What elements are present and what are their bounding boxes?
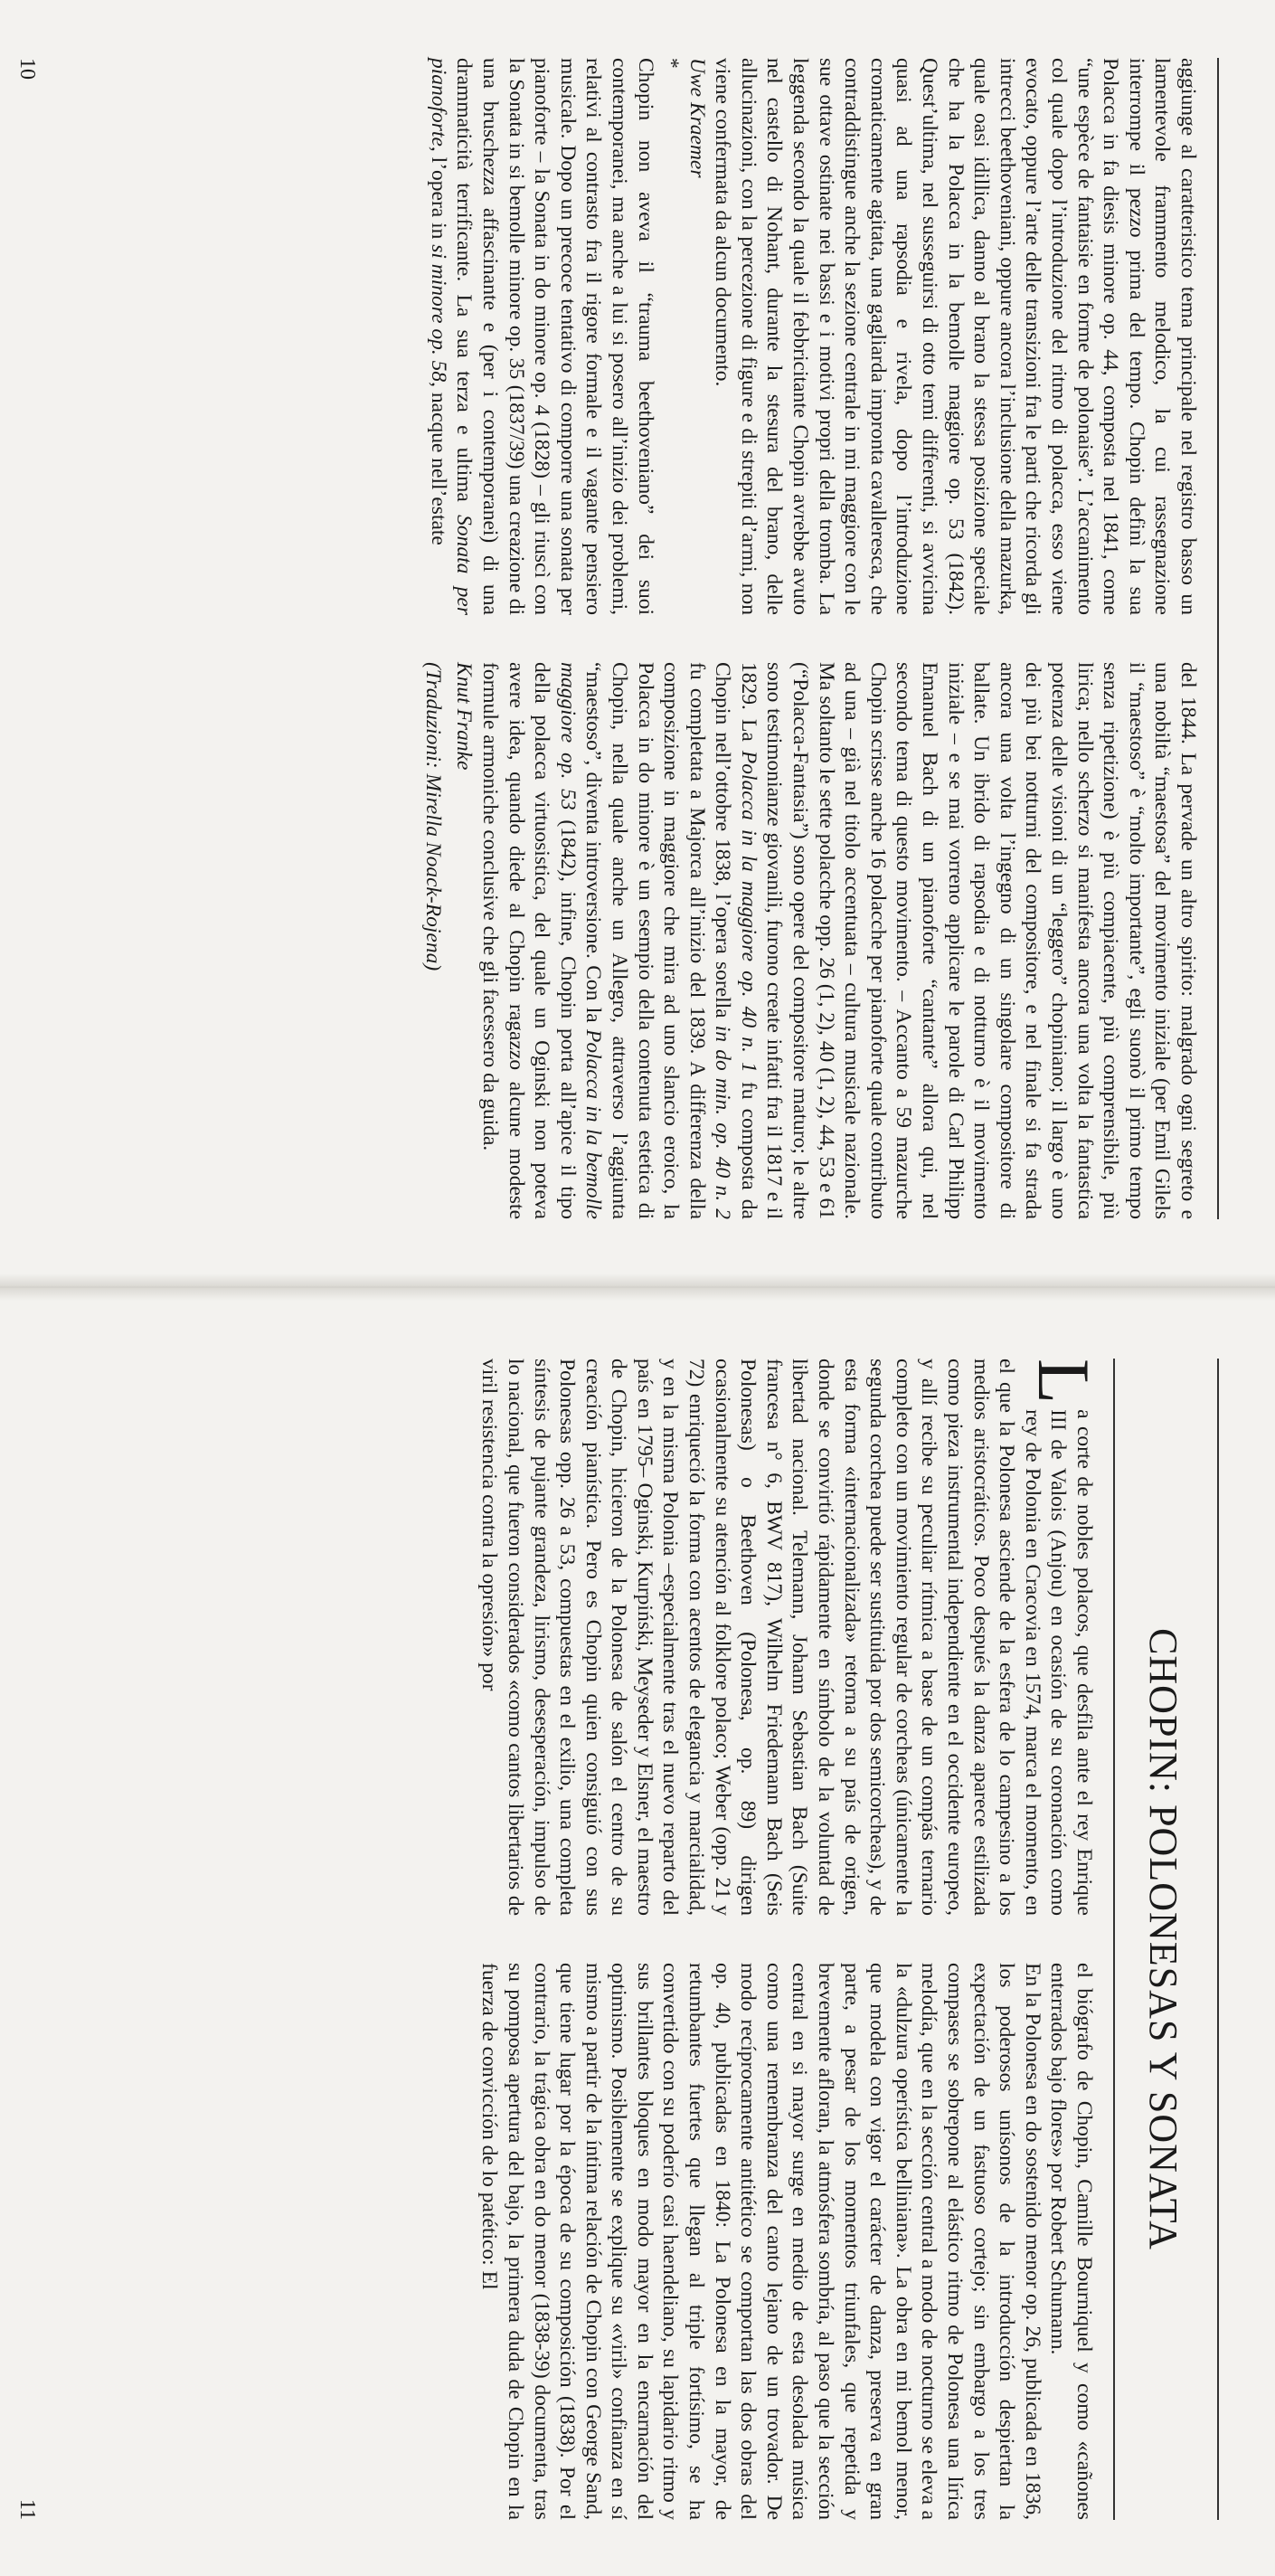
text-run: , l’opera in bbox=[426, 146, 450, 245]
italic-title: in do min. op. 40 n. 2 bbox=[711, 1025, 735, 1220]
column-left bbox=[477, 1359, 1105, 1916]
text-run: fu composta da Chopin nell’ottobre 1838, l’opera sorella bbox=[711, 662, 760, 1219]
italic-title: si minore op. 58 bbox=[426, 244, 450, 383]
paragraph-polacca-op44: aggiunge al caratteristico tema principale nel registro basso un lamentevole frammento melodico, la cui rassegnazione interrompe il pezzo prima del tempo. Chopin definì la sua Polacca in fa diesis minore op. 44, composta nel 1841, come “une espèce de fantaisie en forme de polonaise”. L’accanimento col quale dopo l’introduzione del ritmo di polacca, esso viene evocato, oppure l’arte delle transizioni fra le parti che ricorda gli intrecci beethoveniani, oppure ancora l’inclusione della mazurka, quale oasi idillica, danno al brano la stessa posizione speciale che ha la Polacca in la bemolle maggiore op. 53 (1842). Quest’ultima, nel susseguirsi di otto temi differenti, si avvicina quasi ad una rapsodia e rivela, dopo l’introduzione cromaticamente agitata, una gagliarda impronta cavalleresca, che contraddistingue anche la sezione centrale in mi maggiore con le sue ottave ostinate nei bassi e i motivi propri della tromba. La leggenda secondo la quale il febbricitante Chopin avrebbe avuto nel castello di Nohant, durante la stesura del brano, delle allucinazioni, con la percezione di figure e di strepiti d’armi, non viene confermata da alcun documento. bbox=[711, 58, 1200, 615]
italic-title: Polacca in la maggiore op. 40 n. 1 bbox=[736, 750, 760, 1073]
page-heading: CHOPIN: POLONESAS Y SONATA bbox=[1141, 1628, 1185, 2250]
text-run: Chopin non aveva il “trauma beethoveniano” dei suoi contemporanei, ma anche a lui si posero all’inizio dei problemi, relativi al contrasto fra il rigore formale e il vagante pensiero musicale. Dopo un precoce tentativo di comporre una sonata per pianoforte – la Sonata in do minore op. 4 (1828) – gli riuscì con la Sonata in si bemolle minore op. 35 (1837/39) una creazione di una bruschezza affascinante e (per i contemporanei) di una drammaticità terrificante. La sua terza e ultima bbox=[452, 58, 657, 615]
text-run: (1842), infine, Chopin porta all’apice il tipo della polacca virtuosistica, del quale un Oginski non poteva avere idea, quando diede al Chopin ragazzo alcune modeste formule armoniche conclusive che gli facessero da guida. bbox=[477, 662, 580, 1219]
paragraph-sonata-continued bbox=[477, 662, 1201, 1219]
page-10 bbox=[2, 2, 1271, 1275]
columns bbox=[477, 1359, 1105, 2520]
author-signature: Knut Franke bbox=[452, 662, 477, 771]
heading-rule bbox=[1113, 1359, 1115, 2520]
columns bbox=[420, 58, 1201, 1219]
column-right bbox=[420, 662, 1201, 1219]
italic-title: Polacca in la bemolle maggiore op. 53 bbox=[555, 662, 606, 1219]
page-number: 10 bbox=[15, 58, 39, 80]
paragraph-sonata bbox=[425, 58, 657, 615]
text-run: del 1844. La pervade un altro spirito: malgrado ogni segreto e una nobiltà “maestosa” del movimento iniziale (per Emil Gilels il “maestoso” è “molto importante”, egli suonò il primo tempo senza ripetizione) è più compiacente, più comprensibile, più lirica; nello scherzo si manifesta ancora una volta la fantastica potenza delle visioni di un “leggero” chopiniano; il largo è uno dei più bei notturni del compositore, e nel finale si fa strada ancora una volta l’ingegno di un singolare compositore di ballate. Un ibrido di rapsodia e di notturno è il movimento iniziale – e se mai vorreno applicare le parole di Carl Philipp Emanuel Bach di un pianoforte “cantante” allora qui, nel secondo tema di questo movimento. – Accanto a 59 mazurche Chopin scrisse anche 16 polacche per pianoforte quale contributo ad una – già nel titolo accentuata – cultura musicale nazionale. Ma soltanto le sette polacche opp. 26 (1, 2), 40 (1, 2), 44, 53 e 61 (“Polacca-Fantasia”) sono opere del compositore maturo; le altre sono testimonianze giovanili, furono create infatti fra il 1817 e il 1829. La bbox=[736, 662, 1200, 1219]
top-rule bbox=[1217, 1359, 1219, 2520]
section-separator: * bbox=[659, 58, 684, 69]
text-run: fu completata a Majorca all’inizio del 1839. A differenza della composizione in maggiore che mira ad uno slancio eroico, la Polacca in do minore è un esempio della contenuta estetica di Chopin, nella quale anche un Allegro, attraverso l’aggiunta “maestoso”, diventa introversione. Con la bbox=[581, 662, 709, 1219]
drop-cap: L bbox=[1023, 1359, 1105, 1405]
booklet-fold bbox=[0, 1274, 1275, 1301]
column-right bbox=[477, 1963, 1097, 2520]
paragraph-polonesa-op26: En la Polonesa en do sostenido menor op. 26, publicada en 1836, los poderosos unísonos de la introducción despiertan la expectación de un fastuoso cortejo; sin embargo a los tres compases se sobrepone al elástico ritmo de Polonesa una lírica melodía, que en la sección central a modo de nocturno se eleva a la «dulzura operística belliniana». La obra en mi bemol menor, que modela con vigor el carácter de danza, preserva en gran parte, a pesar de los momentos triunfales, que repetida y brevemente afloran, la atmósfera sombría, al paso que la sección central en si mayor surge en medio de esta desolada música como una remembranza del canto lejano de un trovador. De modo recíprocamente antitético se comportan las dos obras del op. 40, publicadas en 1840: La Polonesa en la mayor, de retumbantes fuertes que llegan al triple fortísimo, se ha convertido con su poderío casi haendeliano, su lapidario ritmo y sus brillantes bloques en modo mayor en la encarnación del optimismo. Posiblemente se explique su «viril» confianza en sí mismo a partir de la íntima relación de Chopin con George Sand, que tiene lugar por la época de su composición (1838). Por el contrario, la trágica obra en do menor (1838-39) documenta, tras su pomposa apertura del bajo, la primera duda de Chopin en la fuerza de convicción de lo patético: El bbox=[477, 1963, 1044, 2520]
text-run: , nacque nell’estate bbox=[426, 382, 450, 545]
page-11 bbox=[2, 1302, 1271, 2576]
page-number: 11 bbox=[15, 2498, 39, 2520]
column-left bbox=[420, 58, 1201, 615]
text-run: a corte de nobles polacos, que desfila ante el rey Enrique III de Valois (Anjou) en ocasión de su coronación como rey de Polonia en Cracovia en 1574, marca el momento, en el que la Polonesa asciende de la esfera de lo campesino a los medios aristocráticos. Poco después la danza aparece estilizada como pieza instrumental independiente en el occidente europeo, y allí recibe su peculiar rítmica a base de un compás ternario completo con un movimiento regular de corcheas (únicamente la segunda corchea puede ser sustituida por dos semicorcheas), y de esta forma «internacionalizada» retorna a su país de origen, donde se convirtió rápidamente en símbolo de la voluntad de libertad nacional. Telemann, Johann Sebastian Bach (Suite francesa n° 6, BWV 817), Wilhelm Friedemann Bach (Seis Polonesas) o Beethoven (Polonesa, op. 89) dirigen ocasionalmente su atención al folklore polaco; Weber (opp. 21 y 72) enriqueció la forma con acentos de elegancia y marcialidad, y en la misma Polonia –especialmente tras el nuevo reparto del país en 1795– Oginski, Kurpiński, Meyseder y Elsner, el maestro de Chopin, hicieron de la Polonesa de salón el centro de su creación pianística. Pero es Chopin quien consiguió con sus Polonesas opp. 26 a 53, compuestas en el exilio, una completa síntesis de pujante grandeza, lirismo, desesperación, impulso de lo nacional, que fueron considerados «como cantos libertarios de viril resistencia contra la opresión» por bbox=[477, 1359, 1096, 1916]
italic-title: Sonata per pianoforte bbox=[426, 58, 477, 615]
translation-credit: (Traduzioni: Mirella Noack-Rojena) bbox=[420, 662, 445, 971]
author-signature: Uwe Kraemer bbox=[685, 58, 709, 178]
paragraph-schumann: el biógrafo de Chopin, Camille Bourniquel y como «cañones enterrados bajo flores» por Robert Schumann. bbox=[1046, 1963, 1096, 2520]
paragraph-polonesa-history bbox=[477, 1359, 1105, 1916]
top-rule bbox=[1217, 58, 1219, 1219]
